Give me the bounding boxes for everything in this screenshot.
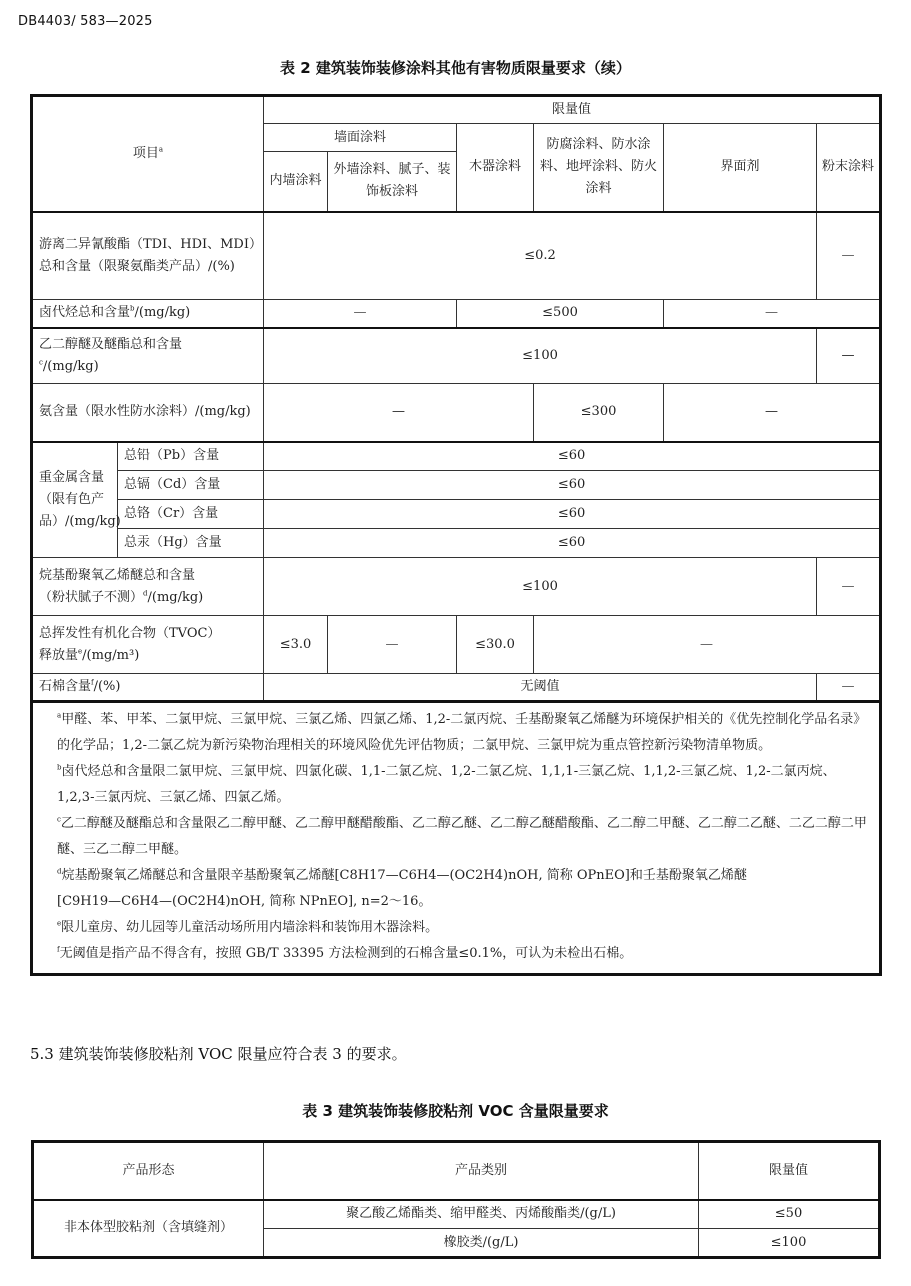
header-item: 项目$^a$	[32, 96, 264, 212]
table3	[31, 1140, 881, 1259]
footnote-e: $^e$限儿童房、幼儿园等儿童活动场所用内墙涂料和装饰用木器涂料。	[57, 919, 439, 935]
row-interior-value: ≤3.0	[264, 616, 328, 674]
table-row-tvoc	[32, 616, 881, 674]
heavy-metal-group-label: 重金属含量（限有色产品）/(mg/kg)	[32, 442, 118, 558]
header-anticorrosion-coatings: 防腐涂料、防水涂料、地坪涂料、防火涂料	[534, 124, 664, 212]
row-value: ≤60	[264, 471, 881, 500]
row-label: 卤代烃总和含量$^b$/(mg/kg)	[32, 300, 264, 328]
header-exterior-wall: 外墙涂料、腻子、装饰板涂料	[328, 152, 457, 212]
table3-caption: 表 3 建筑装饰装修胶粘剂 VOC 含量限量要求	[302, 1102, 609, 1120]
table-row-lead	[32, 442, 881, 471]
row-rest-value: —	[534, 616, 881, 674]
row-exterior-value: —	[328, 616, 457, 674]
table-row-mercury	[32, 529, 881, 558]
row-label: 石棉含量$^f$/(%)	[32, 674, 264, 702]
header-powder-coatings: 粉末涂料	[817, 124, 881, 212]
header-interior-wall: 内墙涂料	[264, 152, 328, 212]
row-value: ≤100	[264, 558, 817, 616]
table-row-tdi	[32, 212, 881, 300]
footnote-b: $^b$卤代烃总和含量限二氯甲烷、三氯甲烷、四氯化碳、1,1-二氯乙烷、1,2-二氯乙烷、1,1,1-三氯乙烷、1,1,2-三氯乙烷、1,2-二氯丙烷、1,2,3-三氯丙烷、三氯乙烯、四氯乙烯。	[57, 763, 836, 805]
product-category: 聚乙酸乙烯酯类、缩甲醛类、丙烯酸酯类/(g/L)	[264, 1200, 699, 1229]
footnote-c: $^c$乙二醇醚及醚酯总和含量限乙二醇甲醚、乙二醇甲醚醋酸酯、乙二醇乙醚、乙二醇乙醚醋酸酯、乙二醇二甲醚、乙二醇二乙醚、二乙二醇二甲醚、三乙二醇二甲醚。	[57, 815, 867, 857]
table2-caption: 表 2 建筑装饰装修涂料其他有害物质限量要求（续）	[280, 59, 631, 77]
row-label: 乙二醇醚及醚酯总和含量 $^c$/(mg/kg)	[32, 328, 264, 384]
row-rest-value: —	[664, 300, 881, 328]
footnote-a: $^a$甲醛、苯、甲苯、二氯甲烷、三氯甲烷、三氯乙烯、四氯乙烯、1,2-二氯丙烷、壬基酚聚氧乙烯醚为环境保护相关的《优先控制化学品名录》的化学品；1,2-二氯乙烷为新污染物治理相关的环境风险优先评估物质；二氯甲烷、三氯甲烷为重点管控新污染物清单物质。	[57, 711, 867, 753]
header-limit: 限量值	[264, 96, 881, 124]
header-product-category: 产品类别	[264, 1142, 699, 1200]
header-limit-value: 限量值	[699, 1142, 880, 1200]
row-wall-value: —	[264, 300, 457, 328]
row-powder-value: —	[817, 212, 881, 300]
row-value: 无阈值	[264, 674, 817, 702]
table2	[30, 94, 882, 976]
row-powder-value: —	[817, 558, 881, 616]
row-value: ≤60	[264, 500, 881, 529]
document-id: DB4403/ 583—2025	[18, 14, 153, 29]
row-label: 烷基酚聚氧乙烯醚总和含量 （粉状腻子不测）$^d$/(mg/kg)	[32, 558, 264, 616]
row-label: 总镉（Cd）含量	[118, 471, 264, 500]
header-wall-coatings: 墙面涂料	[264, 124, 457, 152]
table-row-chromium	[32, 500, 881, 529]
row-left-value: —	[264, 384, 534, 442]
row-powder-value: —	[817, 328, 881, 384]
product-form-group: 非本体型胶粘剂（含填缝剂）	[33, 1200, 264, 1258]
table-row-apeo	[32, 558, 881, 616]
section-5-3-text: 5.3 建筑装饰装修胶粘剂 VOC 限量应符合表 3 的要求。	[30, 1045, 407, 1063]
table-row-glycol-ethers	[32, 328, 881, 384]
row-label: 总汞（Hg）含量	[118, 529, 264, 558]
row-label: 氨含量（限水性防水涂料）/(mg/kg)	[32, 384, 264, 442]
row-label: 总挥发性有机化合物（TVOC） 释放量$^e$/(mg/m³)	[32, 616, 264, 674]
limit-value: ≤50	[699, 1200, 880, 1229]
row-value: ≤60	[264, 442, 881, 471]
row-rest-value: —	[664, 384, 881, 442]
header-wood-coatings: 木器涂料	[457, 124, 534, 212]
row-label: 总铬（Cr）含量	[118, 500, 264, 529]
table-row	[33, 1200, 880, 1229]
table2-footnotes	[32, 702, 881, 975]
row-label: 游离二异氰酸酯（TDI、HDI、MDI）总和含量（限聚氨酯类产品）/(%)	[32, 212, 264, 300]
row-value: ≤100	[264, 328, 817, 384]
header-interface-agent: 界面剂	[664, 124, 817, 212]
table-row-asbestos	[32, 674, 881, 702]
row-anticorr-value: ≤300	[534, 384, 664, 442]
row-wood-value: ≤30.0	[457, 616, 534, 674]
row-label: 总铅（Pb）含量	[118, 442, 264, 471]
table-row-cadmium	[32, 471, 881, 500]
row-mid-value: ≤500	[457, 300, 664, 328]
table-row-ammonia	[32, 384, 881, 442]
limit-value: ≤100	[699, 1229, 880, 1258]
header-product-form: 产品形态	[33, 1142, 264, 1200]
footnote-f: $^f$无阈值是指产品不得含有，按照 GB/T 33395 方法检测到的石棉含量≤0.1%，可认为未检出石棉。	[57, 945, 633, 961]
row-value: ≤60	[264, 529, 881, 558]
table-row-halogenated	[32, 300, 881, 328]
product-category: 橡胶类/(g/L)	[264, 1229, 699, 1258]
row-value: ≤0.2	[264, 212, 817, 300]
row-powder-value: —	[817, 674, 881, 702]
footnote-d: $^d$烷基酚聚氧乙烯醚总和含量限辛基酚聚氧乙烯醚[C8H17—C6H4—(OC2H4)nOH, 简称 OPnEO]和壬基酚聚氧乙烯醚 [C9H19—C6H4—(OC2H4)nOH, 简称 NPnEO], n=2～16。	[57, 867, 747, 909]
